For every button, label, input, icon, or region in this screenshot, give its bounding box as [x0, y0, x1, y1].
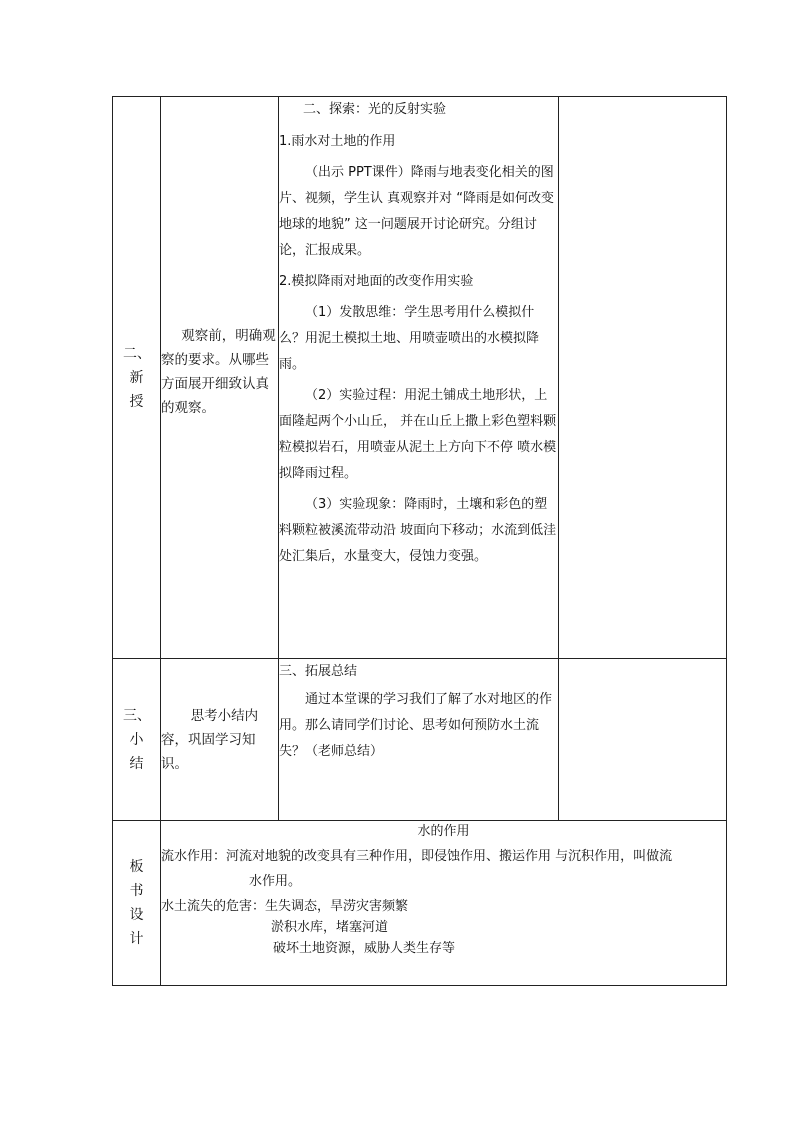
loss-line	[161, 896, 726, 917]
section-heading: 二、探索：光的反射实验	[303, 102, 447, 117]
loss-item: 淤积水库，堵塞河道	[271, 920, 389, 935]
stage-label: 二、	[123, 345, 151, 362]
stage-label: 三、	[123, 707, 151, 724]
stage-label: 结	[129, 755, 144, 772]
section-heading: 三、拓展总结	[279, 664, 358, 679]
lesson-plan-table	[112, 96, 727, 986]
paragraph: 通过本堂课的学习我们了解了水对地区的作用。那么请同学们讨论、思考如何预防水土流失？（老师总结）	[279, 692, 553, 759]
empty-cell	[559, 659, 727, 821]
stage-cell	[113, 821, 161, 986]
stage-label: 小	[129, 731, 144, 748]
table-row-summary	[113, 659, 727, 821]
empty-cell	[559, 97, 727, 659]
student-activity-text: 思考小结内容，巩固学习知识。	[161, 707, 259, 772]
teacher-activity-cell	[279, 659, 559, 821]
stage-label: 设	[129, 907, 144, 923]
stage-label: 授	[129, 393, 144, 410]
stage-cell	[113, 659, 161, 821]
board-design-cell	[161, 821, 727, 986]
subheading: 1.雨水对土地的作用	[279, 134, 396, 149]
loss-item: 生失调态，旱涝灾害频繁	[265, 899, 409, 914]
stage-label: 计	[129, 931, 144, 947]
stage-label: 书	[129, 883, 144, 899]
student-activity-cell	[161, 659, 279, 821]
flow-text: 河流对地貌的改变具有三种作用，即侵蚀作用、搬运作用 与沉积作用，叫做流	[226, 849, 673, 864]
flow-text-continued: 水作用。	[249, 874, 302, 889]
flow-line	[161, 846, 726, 867]
table-row-board-design	[113, 821, 727, 986]
board-title: 水的作用	[417, 824, 470, 839]
paragraph: （出示 PPT课件）降雨与地表变化相关的图片、视频，学生认 真观察并对 “降雨是如何改变地球的地貌” 这一问题展开讨论研究。分组讨论，汇报成果。	[279, 165, 554, 258]
teacher-activity-cell	[279, 97, 559, 659]
stage-label: 板	[129, 859, 144, 875]
stage-cell	[113, 97, 161, 659]
loss-item: 破坏土地资源，威胁人类生存等	[273, 941, 456, 956]
student-activity-text: 观察前，明确观察的要求。从哪些方面展开细致认真的观察。	[161, 327, 276, 416]
stage-label: 新	[129, 369, 144, 386]
loss-label: 水土流失的危害：	[161, 899, 266, 914]
table-row-new-lesson	[113, 97, 727, 659]
flow-label: 流水作用：	[161, 849, 227, 864]
subheading: 2.模拟降雨对地面的改变作用实验	[279, 274, 474, 289]
paragraph: （1）发散思维：学生思考用什么模拟什么？用泥土模拟土地、用喷壶喷出的水模拟降雨。	[279, 305, 540, 372]
paragraph: （3）实验现象：降雨时，土壤和彩色的塑料颗粒被溪流带动沿 坡面向下移动；水流到低洼处汇集后，水量变大，侵蚀力变强。	[279, 497, 557, 564]
student-activity-cell	[161, 97, 279, 659]
paragraph: （2）实验过程：用泥土铺成土地形状，上面隆起两个小山丘， 并在山丘上撒上彩色塑料颗粒模拟岩石，用喷壶从泥土上方向下不停 喷水模拟降雨过程。	[279, 388, 557, 481]
